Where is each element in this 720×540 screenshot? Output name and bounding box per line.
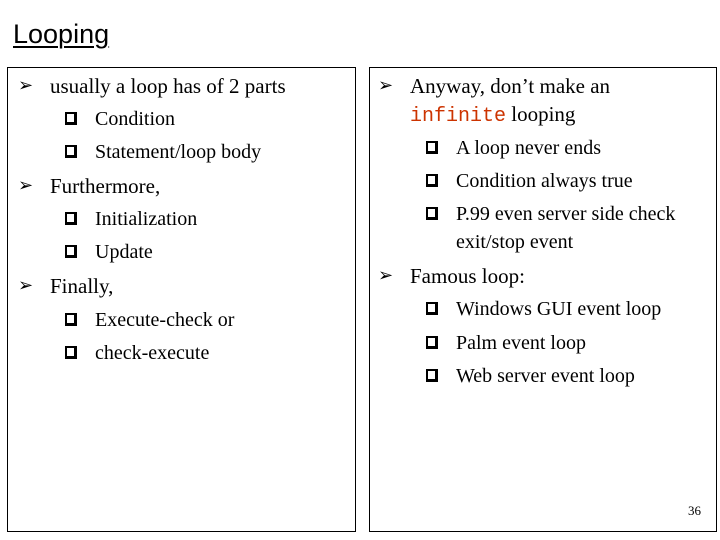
checkbox-bullet-icon — [65, 346, 77, 359]
bullet-text: looping — [506, 102, 576, 126]
bullet-text: Famous loop: — [410, 264, 525, 288]
sub-bullet-text: Condition — [95, 108, 176, 130]
checkbox-bullet-icon — [426, 174, 438, 187]
sub-bullet-text: Initialization — [95, 208, 198, 230]
bullet-text: Anyway, don’t make an — [410, 74, 611, 98]
checkbox-bullet-icon — [65, 245, 77, 258]
bullet-text: usually a loop has of 2 parts — [50, 74, 286, 98]
slide-title: Looping — [13, 19, 110, 49]
sub-bullet-text: Execute-check or — [95, 309, 235, 331]
arrow-bullet-icon: ➢ — [378, 265, 394, 286]
checkbox-bullet-icon — [65, 112, 77, 125]
checkbox-bullet-icon — [65, 212, 77, 225]
sub-bullet-text: P.99 even server side check — [456, 203, 676, 225]
checkbox-bullet-icon — [426, 207, 438, 220]
sub-bullet-text: Condition always true — [456, 170, 633, 192]
sub-bullet-text: A loop never ends — [456, 137, 601, 159]
sub-bullet-text: Web server event loop — [456, 365, 635, 387]
checkbox-bullet-icon — [426, 302, 438, 315]
arrow-bullet-icon: ➢ — [378, 75, 394, 96]
sub-bullet-continuation — [456, 229, 573, 255]
checkbox-bullet-icon — [426, 369, 438, 382]
arrow-bullet-icon: ➢ — [18, 175, 34, 196]
bullet-text: Furthermore, — [50, 174, 161, 198]
page-number: 36 — [688, 503, 701, 518]
highlighted-keyword: infinite — [410, 105, 507, 128]
checkbox-bullet-icon — [65, 313, 77, 326]
left-content-box — [7, 67, 356, 532]
arrow-bullet-icon: ➢ — [18, 275, 34, 296]
sub-bullet-text: Update — [95, 241, 153, 263]
bullet-text-continuation — [410, 101, 575, 130]
sub-bullet-text: Palm event loop — [456, 332, 586, 354]
sub-bullet-text: Statement/loop body — [95, 141, 262, 163]
sub-bullet-text: Windows GUI event loop — [456, 298, 662, 320]
checkbox-bullet-icon — [426, 336, 438, 349]
sub-bullet-text: check-execute — [95, 342, 210, 364]
sub-bullet-text: exit/stop event — [456, 231, 574, 253]
arrow-bullet-icon: ➢ — [18, 75, 34, 96]
bullet-text: Finally, — [50, 274, 114, 298]
checkbox-bullet-icon — [426, 141, 438, 154]
checkbox-bullet-icon — [65, 145, 77, 158]
